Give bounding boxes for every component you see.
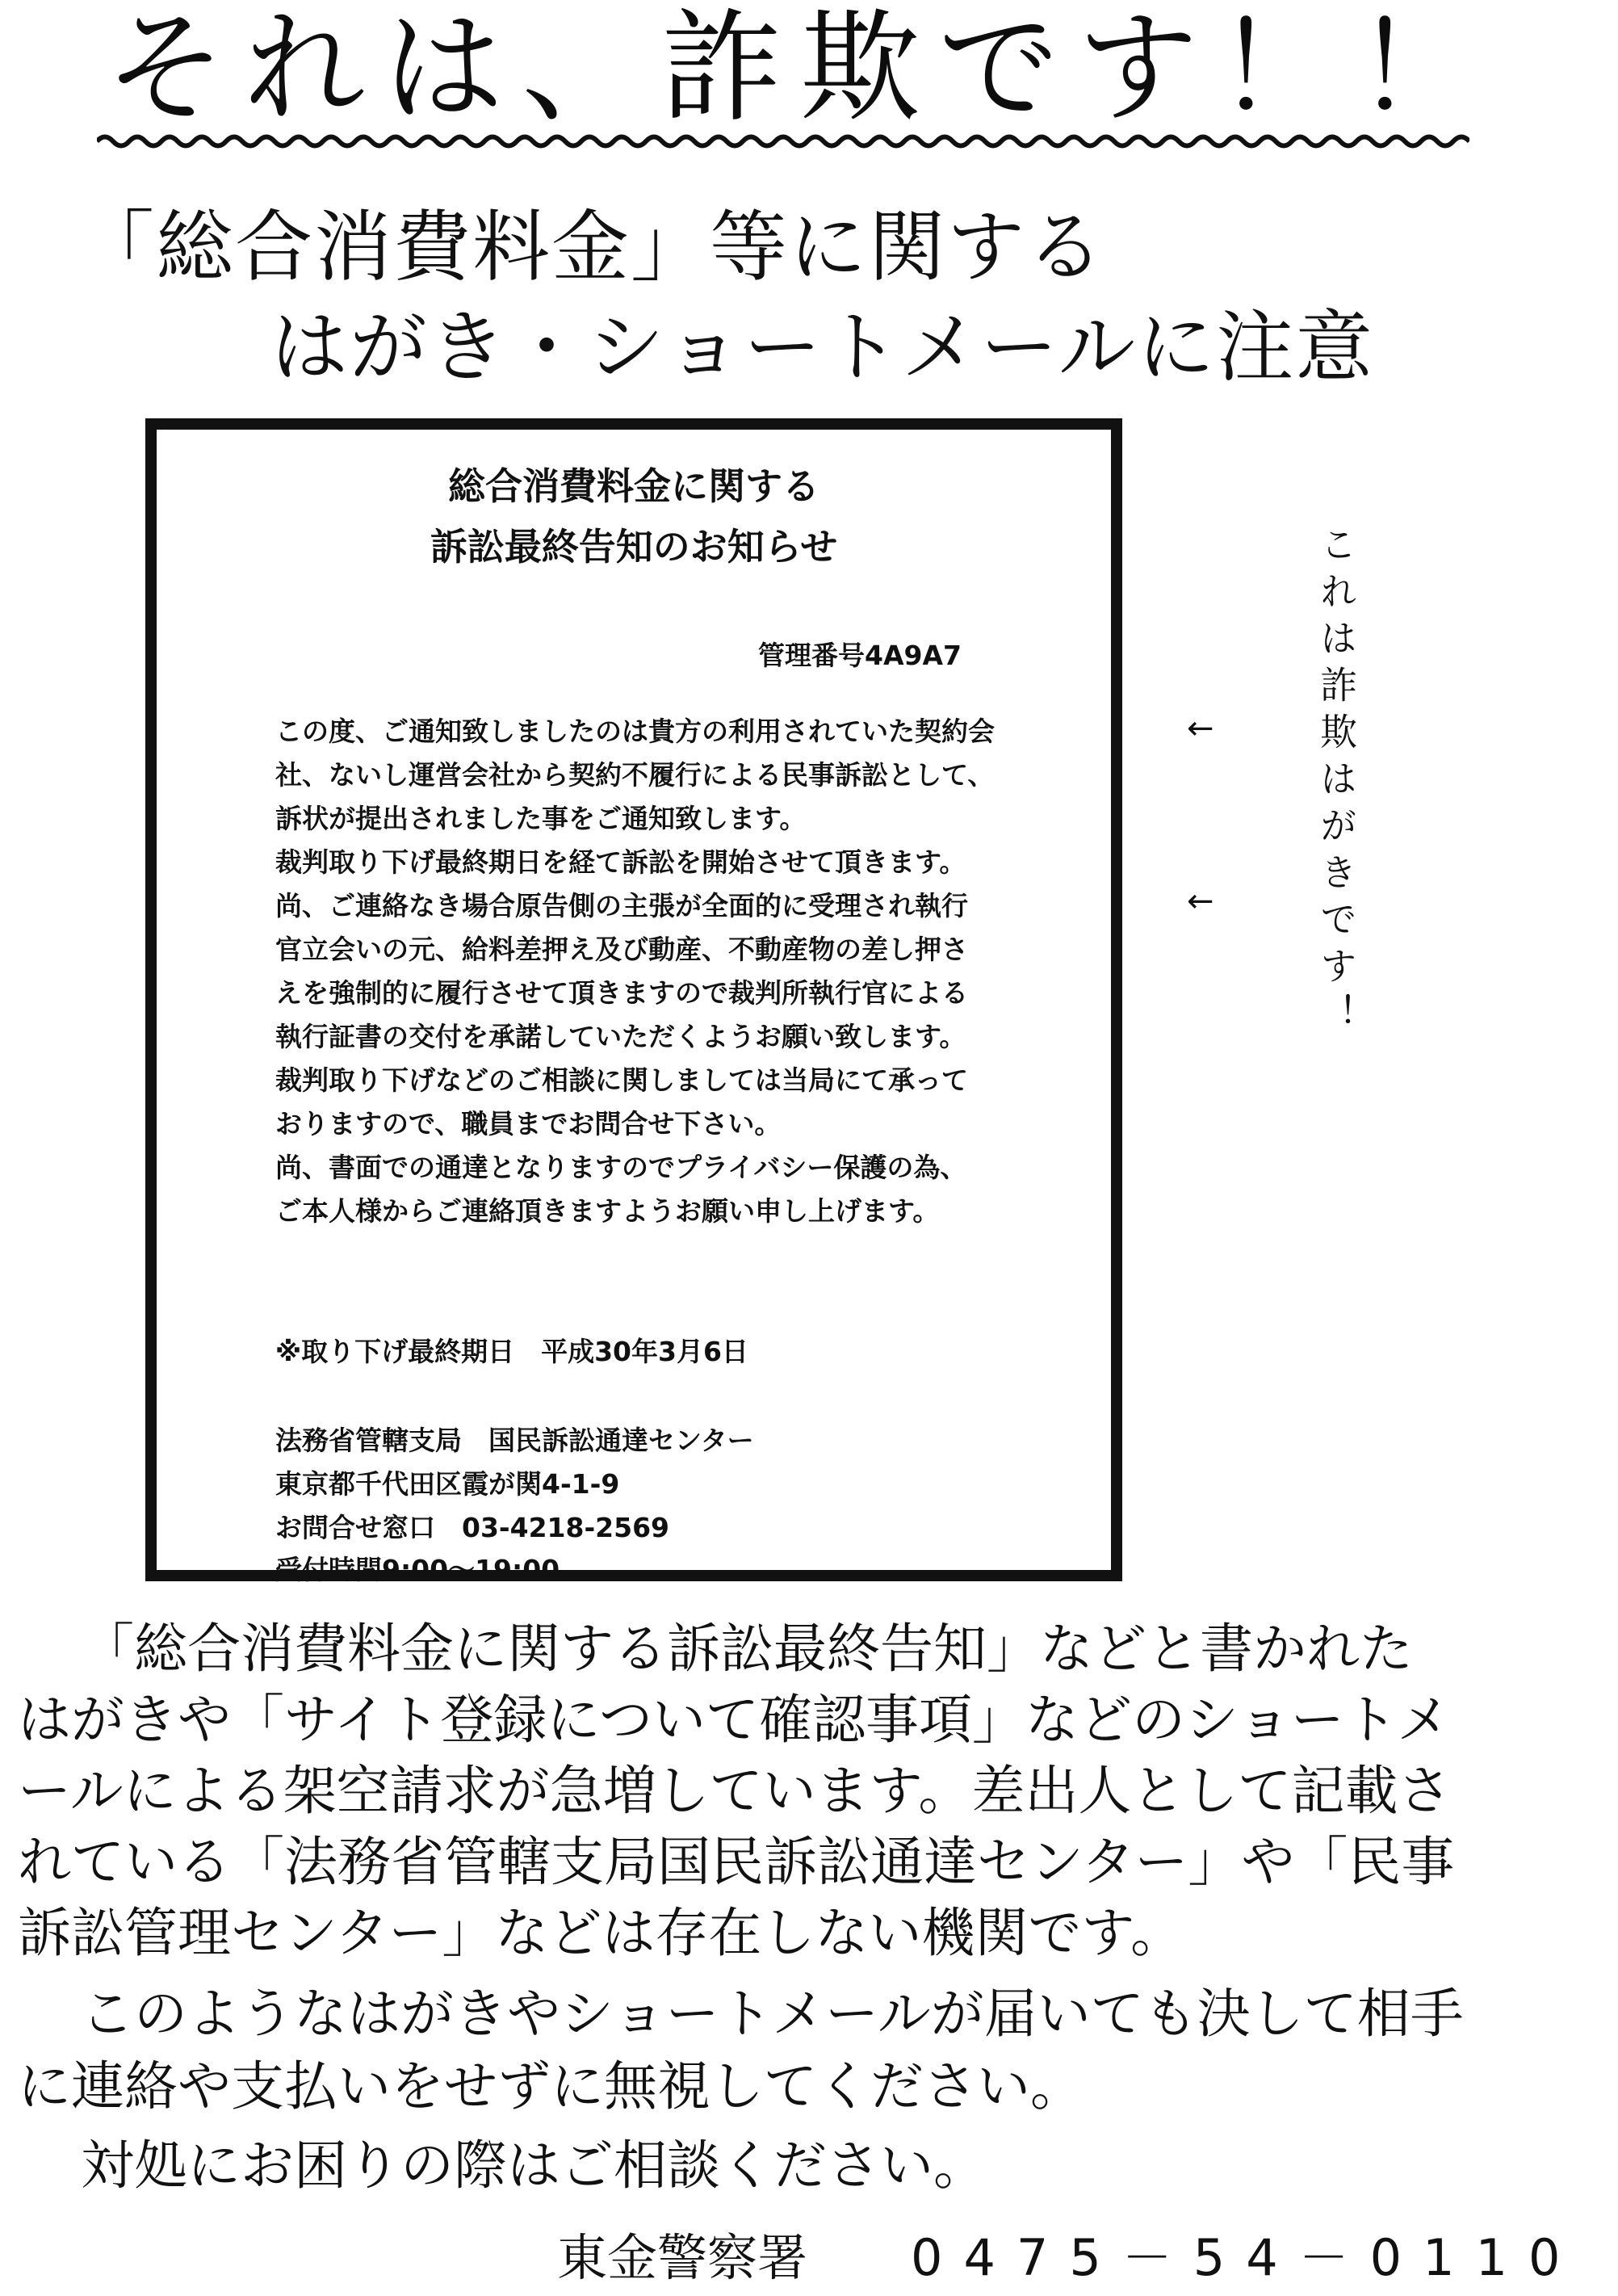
notice-title-line-1: 総合消費料金に関する bbox=[448, 464, 819, 508]
paragraph-line: ールによる架空請求が急増しています。差出人として記載さ bbox=[18, 1760, 1452, 1822]
arrow-left-icon: ← bbox=[1187, 883, 1214, 920]
scam-warning-vertical: これは詐欺はがきです！ bbox=[1314, 525, 1358, 1040]
notice-body-line: えを強制的に履行させて頂きますので裁判所執行官による bbox=[275, 977, 968, 1009]
notice-body-line: おりますので、職員までお問合せ下さい。 bbox=[275, 1108, 782, 1140]
police-station-name: 東金警察署 bbox=[557, 2228, 808, 2287]
notice-body-line: 尚、ご連絡なき場合原告側の主張が全面的に受理され執行 bbox=[275, 890, 968, 921]
management-number: 管理番号4A9A7 bbox=[758, 640, 962, 671]
notice-body-line: 裁判取り下げなどのご相談に関しましては当局にて承って bbox=[275, 1064, 968, 1096]
page-title: それは、詐欺です！！ bbox=[105, 0, 1494, 139]
subtitle-line-1: 「総合消費料金」等に関する bbox=[77, 202, 1105, 292]
notice-title-line-2: 訴訟最終告知のお知らせ bbox=[430, 525, 838, 569]
notice-deadline: ※取り下げ最終期日 平成30年3月6日 bbox=[275, 1336, 748, 1367]
notice-body-line: この度、ご通知致しましたのは貴方の利用されていた契約会 bbox=[275, 716, 995, 747]
notice-body-line: 尚、書面での通達となりますのでプライバシー保護の為、 bbox=[275, 1152, 967, 1183]
phone-number: 0475－54－0110 bbox=[911, 2228, 1582, 2287]
notice-sender-line: 法務省管轄支局 国民訴訟通達センター bbox=[275, 1425, 754, 1456]
notice-sender-line: 東京都千代田区霞が関4-1-9 bbox=[275, 1468, 620, 1500]
paragraph-line: れている「法務省管轄支局国民訴訟通達センター」や「民事 bbox=[18, 1831, 1455, 1893]
paragraph-line: に連絡や支払いをせずに無視してください。 bbox=[18, 2055, 1084, 2118]
notice-body-line: 官立会いの元、給料差押え及び動産、不動産物の差し押さ bbox=[275, 934, 968, 965]
notice-body-line: 訴状が提出されました事をご通知致します。 bbox=[275, 803, 807, 834]
arrow-left-icon: ← bbox=[1187, 710, 1214, 747]
notice-body-line: 執行証書の交付を承諾していただくようお願い致します。 bbox=[275, 1021, 966, 1052]
notice-body-line: 裁判取り下げ最終期日を経て訴訟を開始させて頂きます。 bbox=[275, 846, 966, 878]
scam-notice-sample bbox=[145, 418, 1122, 1585]
notice-body-line: ご本人様からご連絡頂きますようお願い申し上げます。 bbox=[275, 1195, 940, 1227]
paragraph-line: 「総合消費料金に関する訴訟最終告知」などと書かれた bbox=[81, 1618, 1413, 1680]
wavy-underline bbox=[97, 129, 1469, 153]
paragraph-line: このようなはがきやショートメールが届いても決して相手 bbox=[81, 1983, 1464, 2045]
paragraph-line: はがきや「サイト登録について確認事項」などのショートメ bbox=[18, 1689, 1451, 1751]
notice-sender-line: お問合せ窓口 03-4218-2569 bbox=[275, 1512, 670, 1543]
subtitle-line-2: はがき・ショートメールに注意 bbox=[270, 302, 1375, 392]
notice-sender-line: 受付時間9:00～19:00 bbox=[275, 1554, 560, 1585]
notice-body-line: 社、ないし運営会社から契約不履行による民事訴訟として、 bbox=[275, 759, 995, 791]
paragraph-line: 対処にお困りの際はご相談ください。 bbox=[81, 2134, 987, 2197]
paragraph-line: 訴訟管理センター」などは存在しない機関です。 bbox=[18, 1902, 1184, 1964]
